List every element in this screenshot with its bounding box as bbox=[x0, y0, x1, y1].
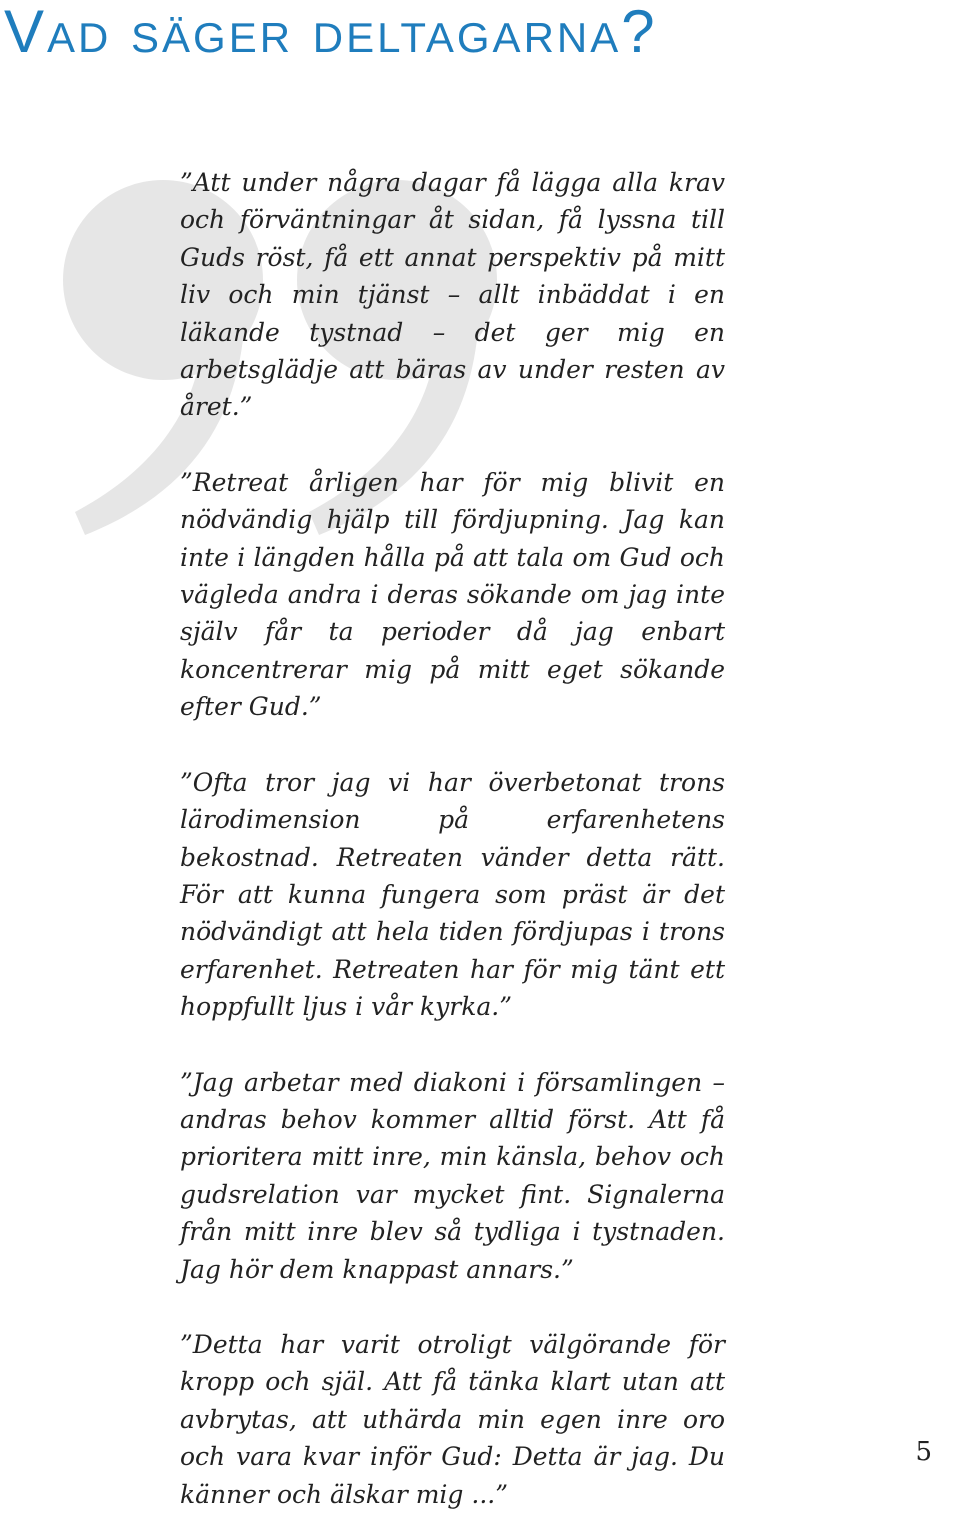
quote-4: ”Jag arbetar med diakoni i församlingen – andras behov kommer alltid först. Att få prioritera mitt inre, min känsla, behov och gudsrelation var mycket fint. Signalerna från mitt inre blev så tydliga i tystnaden. Jag hör dem knappast annars.” bbox=[180, 1067, 725, 1284]
quotes-list bbox=[180, 164, 725, 1513]
quote-3: ”Ofta tror jag vi har överbetonat trons lärodimension på erfarenhetens bekostnad. Retreaten vänder detta rätt. För att kunna fungera som präst är det nödvändigt att hela tiden fördjupas i trons erfarenhet. Retreaten har för mig tänt ett hoppfullt ljus i vår kyrka.” bbox=[180, 767, 725, 1022]
quote-5: ”Detta har varit otroligt välgörande för kropp och själ. Att få tänka klart utan att avbrytas, att uthärda min egen inre oro och vara kvar inför Gud: Detta är jag. Du känner och älskar mig ...” bbox=[180, 1329, 725, 1509]
page-number: 5 bbox=[915, 1437, 932, 1467]
quote-2: ”Retreat årligen har för mig blivit en nödvändig hjälp till fördjupning. Jag kan inte i längden hålla på att tala om Gud och vägleda andra i deras sökande om jag inte själv får ta perioder då jag enbart koncentrerar mig på mitt eget sökande efter Gud.” bbox=[180, 467, 725, 722]
quote-1: ”Att under några dagar få lägga alla krav och förväntningar åt sidan, få lyssna till Guds röst, få ett annat perspektiv på mitt liv och min tjänst – allt inbäddat i en läkande tystnad – det ger mig en arbetsglädje att bäras av under resten av året.” bbox=[180, 168, 725, 422]
page-title: Vad säger deltagarna? bbox=[4, 0, 658, 65]
